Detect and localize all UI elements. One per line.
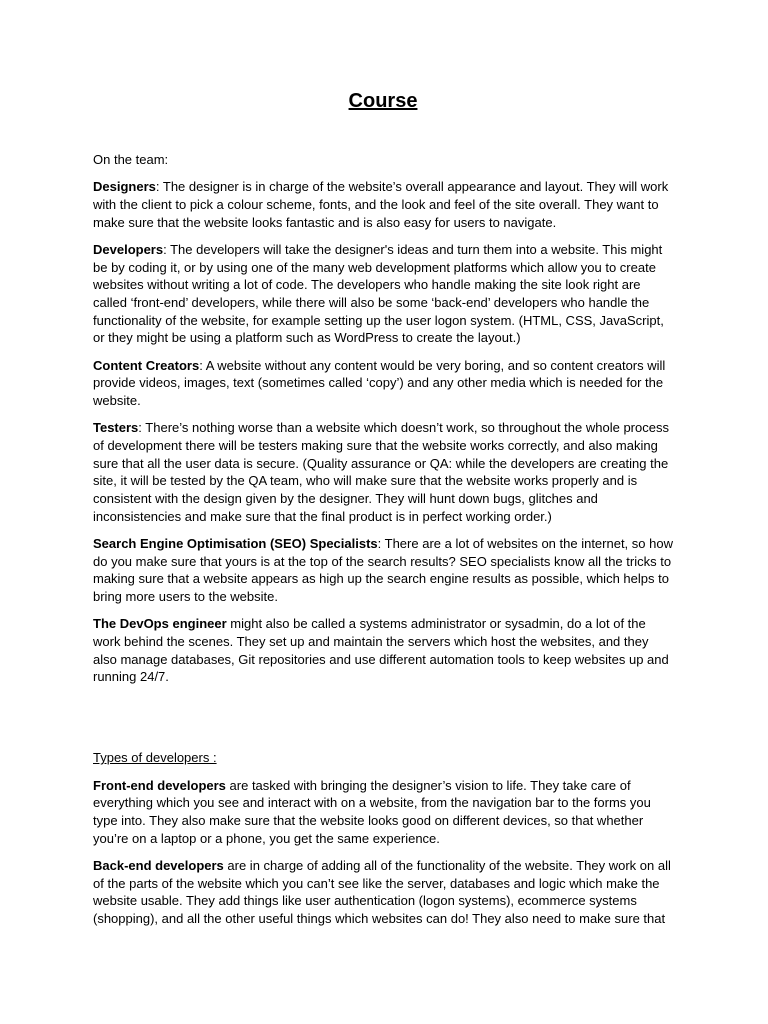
role-paragraph-seo: Search Engine Optimisation (SEO) Specialists: There are a lot of websites on the internet, so how do you make sure that yours is at the top of the search results? SEO specialists know all the tricks to making sure that a website appears as high up the search engine results as possible, which helps to bring more users to the website.	[93, 535, 673, 604]
role-description: There’s nothing worse than a website which doesn’t work, so throughout the whole process of development there will be testers making sure that the website works correctly, and also making sure that all the user data is secure. (Quality assurance or QA: while the developers are creating the site, it will be tested by the QA team, who will make sure that the website works properly and is consistent with the design given by the designer. They will hunt down bugs, glitches and inconsistencies and make sure that the final product is in perfect working order.)	[93, 420, 669, 524]
developer-type-name: Front-end developers	[93, 777, 226, 793]
role-name: The DevOps engineer	[93, 616, 227, 632]
types-heading: Types of developers :	[93, 750, 217, 766]
developer-type-description: are in charge of adding all of the functionality of the website. They work on all of the parts of the website which you can’t see like the server, databases and logic which make the website usable. They add things like user authentication (logon systems), ecommerce systems (shopping), and all the other useful things which websites can do! They also need to make sure that	[93, 858, 671, 927]
role-description: A website without any content would be very boring, and so content creators will provide videos, images, text (sometimes called ‘copy’) and any other media which is needed for the website.	[93, 357, 666, 408]
developer-type-name: Back-end developers	[93, 858, 224, 873]
role-name: Content Creators	[93, 357, 200, 373]
role-paragraph-devops	[93, 615, 673, 686]
section-spacer	[93, 695, 673, 749]
role-paragraph-testers: Testers: There’s nothing worse than a website which doesn’t work, so throughout the whole process of development there will be testers making sure that the website works correctly, and also making sure that all the user data is secure. (Quality assurance or QA: while the developers are creating the site, it will be tested by the QA team, who will make sure that the website works properly and is consistent with the design given by the designer. They will hunt down bugs, glitches and inconsistencies and make sure that the final product is in perfect working order.)	[93, 420, 669, 524]
developer-type-paragraph-back-end	[93, 857, 673, 928]
developer-types-section	[93, 777, 673, 928]
role-name: Search Engine Optimisation (SEO) Specialists	[93, 535, 378, 551]
document-body	[93, 151, 673, 937]
role-name: Testers	[93, 420, 139, 436]
role-paragraph-developers: Developers: The developers will take the designer's ideas and turn them into a website. This might be by coding it, or by using one of the many web development platforms which allow you to create websites without writing a lot of code. The developers who handle making the site look right are called ‘front-end’ developers, while there will also be some ‘back-end’ developers who handle the functionality of the website, for example setting up the user logon system. (HTML, CSS, JavaScript, or they might be using a platform such as WordPress to create the layout.)	[93, 241, 664, 346]
intro-text: On the team:	[93, 152, 169, 167]
role-name: Designers	[93, 179, 156, 195]
document-title: Course	[348, 90, 418, 112]
role-description: There are a lot of websites on the internet, so how do you make sure that yours is at the top of the search results? SEO specialists know all the tricks to making sure that a website appears as high up the search engine results as possible, which helps to bring more users to the website.	[93, 535, 673, 604]
role-description: The designer is in charge of the website’s overall appearance and layout. They will work with the client to pick a colour scheme, fonts, and the look and feel of the site overall. They want to make sure that the website looks fantastic and is also easy for users to navigate.	[93, 179, 669, 230]
developer-type-paragraph-front-end	[93, 777, 673, 848]
role-description: might also be called a systems administrator or sysadmin, do a lot of the work behind the scenes. They set up and maintain the servers which host the websites, and they also manage databases, Git repositories and use different automation tools to keep websites up and running 24/7.	[93, 616, 669, 685]
role-description: The developers will take the designer's ideas and turn them into a website. This might be by coding it, or by using one of the many web development platforms which allow you to create websites without writing a lot of code. The developers who handle making the site look right are called ‘front-end’ developers, while there will also be some ‘back-end’ developers who handle the functionality of the website, for example setting up the user logon system. (HTML, CSS, JavaScript, or they might be using a platform such as WordPress to create the layout.)	[93, 241, 664, 346]
role-name: Developers	[93, 241, 164, 257]
role-paragraph-content-creators: Content Creators: A website without any content would be very boring, and so content creators will provide videos, images, text (sometimes called ‘copy’) and any other media which is needed for the website.	[93, 357, 666, 408]
role-paragraph-designers: Designers: The designer is in charge of the website’s overall appearance and layout. They will work with the client to pick a colour scheme, fonts, and the look and feel of the site overall. They want to make sure that the website looks fantastic and is also easy for users to navigate.	[93, 179, 669, 230]
developer-type-description: are tasked with bringing the designer’s vision to life. They take care of everything which you see and interact with on a website, from the navigation bar to the forms you type into. They also make sure that the website looks good on different devices, so that whether you’re on a laptop or a phone, you get the same experience.	[93, 777, 651, 846]
team-roles-section	[93, 178, 673, 686]
